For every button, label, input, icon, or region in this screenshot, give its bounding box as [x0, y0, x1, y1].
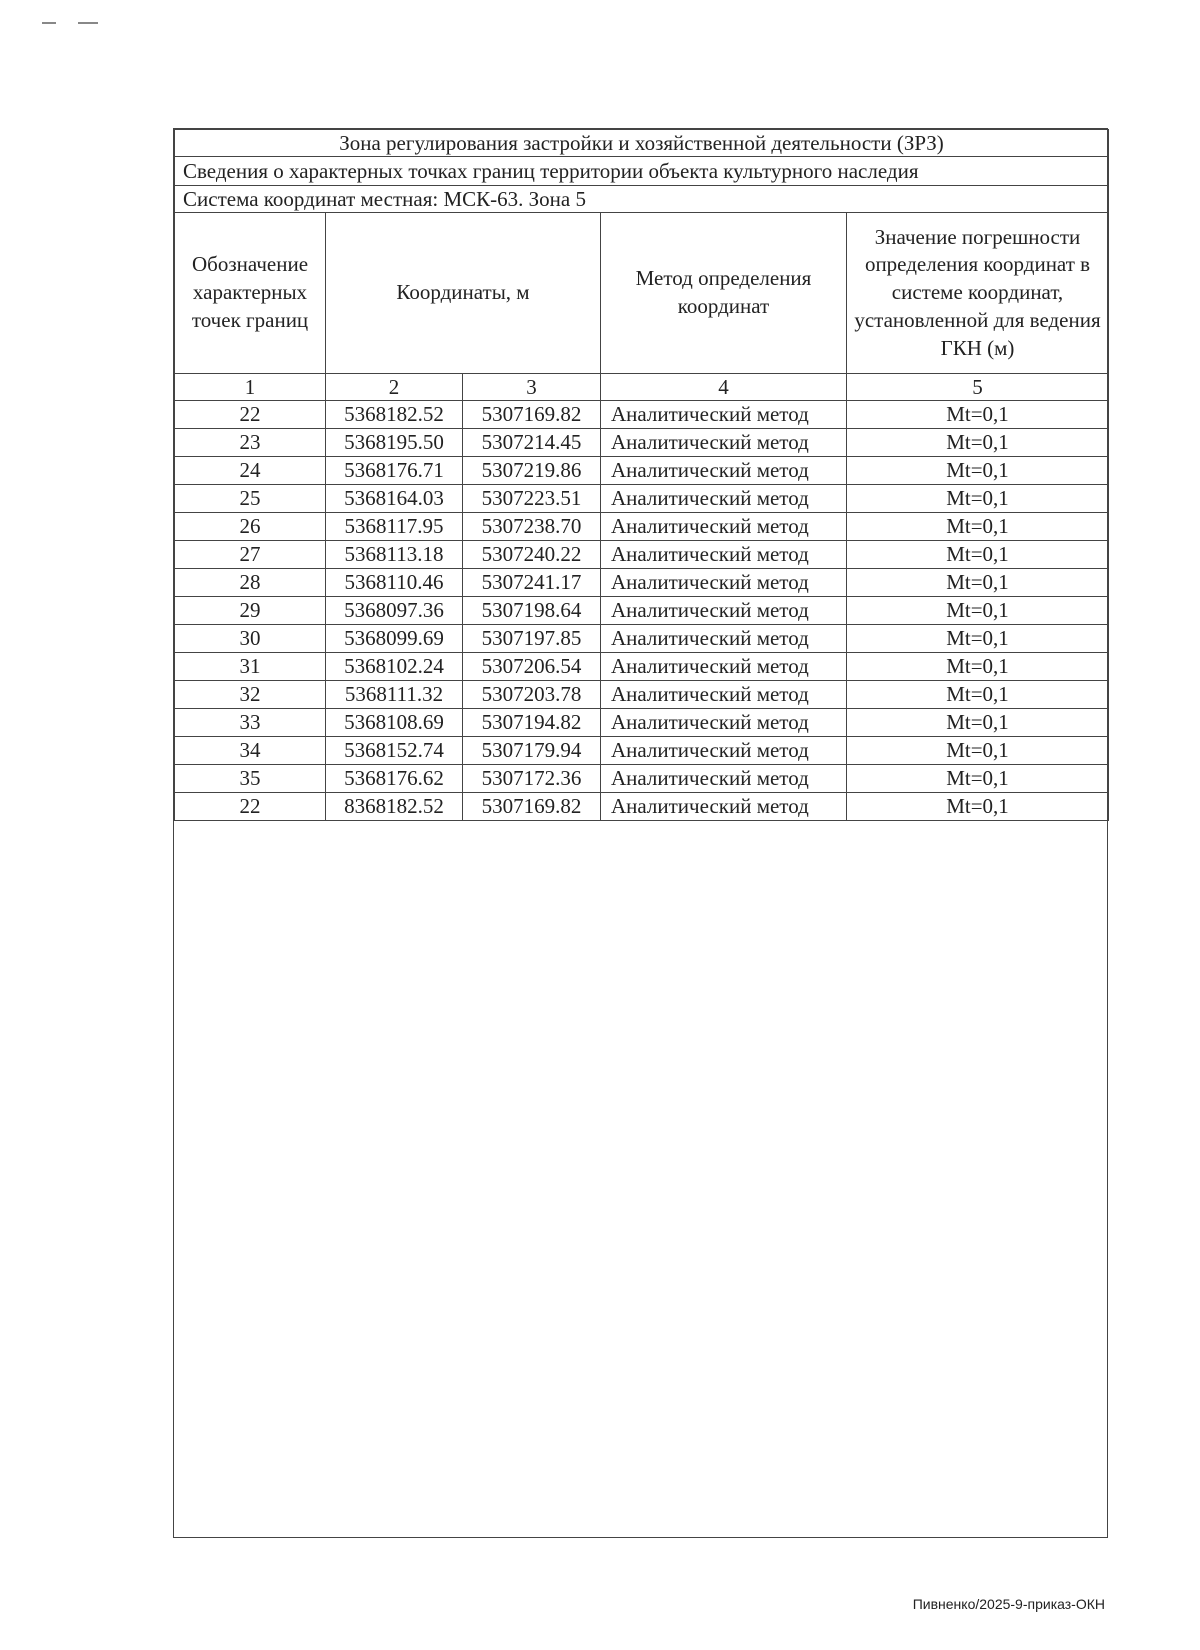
y-coordinate-cell: 5307240.22 [463, 541, 601, 569]
accuracy-cell: Mt=0,1 [847, 513, 1109, 541]
x-coordinate-cell: 5368176.62 [326, 765, 463, 793]
header-coordinates: Координаты, м [326, 213, 601, 374]
x-coordinate-cell: 8368182.52 [326, 793, 463, 821]
x-coordinate-cell: 5368102.24 [326, 653, 463, 681]
scan-mark-right [78, 22, 98, 24]
point-cell: 34 [175, 737, 326, 765]
point-cell: 24 [175, 457, 326, 485]
table-row [175, 429, 1109, 457]
table-row [175, 709, 1109, 737]
point-cell: 26 [175, 513, 326, 541]
method-cell: Аналитический метод [601, 429, 847, 457]
table-row [175, 569, 1109, 597]
table-row [175, 765, 1109, 793]
point-cell: 25 [175, 485, 326, 513]
column-number: 4 [601, 374, 847, 401]
y-coordinate-cell: 5307198.64 [463, 597, 601, 625]
method-cell: Аналитический метод [601, 401, 847, 429]
accuracy-cell: Mt=0,1 [847, 765, 1109, 793]
point-cell: 27 [175, 541, 326, 569]
y-coordinate-cell: 5307219.86 [463, 457, 601, 485]
method-cell: Аналитический метод [601, 653, 847, 681]
y-coordinate-cell: 5307203.78 [463, 681, 601, 709]
accuracy-cell: Mt=0,1 [847, 597, 1109, 625]
method-cell: Аналитический метод [601, 793, 847, 821]
method-cell: Аналитический метод [601, 737, 847, 765]
table-title: Зона регулирования застройки и хозяйственной деятельности (ЗРЗ) [175, 130, 1109, 157]
y-coordinate-cell: 5307194.82 [463, 709, 601, 737]
x-coordinate-cell: 5368099.69 [326, 625, 463, 653]
x-coordinate-cell: 5368152.74 [326, 737, 463, 765]
method-cell: Аналитический метод [601, 457, 847, 485]
y-coordinate-cell: 5307214.45 [463, 429, 601, 457]
column-number: 3 [463, 374, 601, 401]
table-row [175, 597, 1109, 625]
accuracy-cell: Mt=0,1 [847, 681, 1109, 709]
coordinate-system: Система координат местная: МСК-63. Зона 5 [175, 186, 1109, 213]
x-coordinate-cell: 5368176.71 [326, 457, 463, 485]
method-cell: Аналитический метод [601, 625, 847, 653]
table-row [175, 737, 1109, 765]
y-coordinate-cell: 5307197.85 [463, 625, 601, 653]
table-subtitle: Сведения о характерных точках границ территории объекта культурного наследия [175, 157, 1109, 186]
y-coordinate-cell: 5307223.51 [463, 485, 601, 513]
table-row [175, 457, 1109, 485]
accuracy-cell: Mt=0,1 [847, 653, 1109, 681]
method-cell: Аналитический метод [601, 709, 847, 737]
header-accuracy: Значение погрешности определения координат в системе координат, установленной для ведения ГКН (м) [847, 213, 1109, 374]
table-row [175, 653, 1109, 681]
accuracy-cell: Mt=0,1 [847, 709, 1109, 737]
y-coordinate-cell: 5307179.94 [463, 737, 601, 765]
y-coordinate-cell: 5307238.70 [463, 513, 601, 541]
point-cell: 30 [175, 625, 326, 653]
point-cell: 23 [175, 429, 326, 457]
x-coordinate-cell: 5368164.03 [326, 485, 463, 513]
method-cell: Аналитический метод [601, 569, 847, 597]
accuracy-cell: Mt=0,1 [847, 793, 1109, 821]
point-cell: 31 [175, 653, 326, 681]
accuracy-cell: Mt=0,1 [847, 625, 1109, 653]
method-cell: Аналитический метод [601, 513, 847, 541]
x-coordinate-cell: 5368111.32 [326, 681, 463, 709]
accuracy-cell: Mt=0,1 [847, 429, 1109, 457]
method-cell: Аналитический метод [601, 597, 847, 625]
accuracy-cell: Mt=0,1 [847, 457, 1109, 485]
document-reference: Пивненко/2025-9-приказ-ОКН [912, 1596, 1105, 1612]
point-cell: 35 [175, 765, 326, 793]
accuracy-cell: Mt=0,1 [847, 569, 1109, 597]
table-row [175, 541, 1109, 569]
table-row [175, 485, 1109, 513]
x-coordinate-cell: 5368113.18 [326, 541, 463, 569]
table-row [175, 625, 1109, 653]
method-cell: Аналитический метод [601, 541, 847, 569]
point-cell: 32 [175, 681, 326, 709]
y-coordinate-cell: 5307241.17 [463, 569, 601, 597]
scan-mark-left [42, 22, 56, 24]
table-row [175, 401, 1109, 429]
column-number: 1 [175, 374, 326, 401]
accuracy-cell: Mt=0,1 [847, 401, 1109, 429]
point-cell: 28 [175, 569, 326, 597]
header-method: Метод определения координат [601, 213, 847, 374]
method-cell: Аналитический метод [601, 765, 847, 793]
y-coordinate-cell: 5307169.82 [463, 401, 601, 429]
coordinates-table [174, 129, 1109, 821]
table-row [175, 681, 1109, 709]
table-row [175, 793, 1109, 821]
x-coordinate-cell: 5368110.46 [326, 569, 463, 597]
method-cell: Аналитический метод [601, 681, 847, 709]
column-number: 2 [326, 374, 463, 401]
y-coordinate-cell: 5307206.54 [463, 653, 601, 681]
point-cell: 29 [175, 597, 326, 625]
accuracy-cell: Mt=0,1 [847, 485, 1109, 513]
x-coordinate-cell: 5368117.95 [326, 513, 463, 541]
x-coordinate-cell: 5368097.36 [326, 597, 463, 625]
x-coordinate-cell: 5368195.50 [326, 429, 463, 457]
method-cell: Аналитический метод [601, 485, 847, 513]
x-coordinate-cell: 5368182.52 [326, 401, 463, 429]
y-coordinate-cell: 5307172.36 [463, 765, 601, 793]
table-row [175, 513, 1109, 541]
column-number: 5 [847, 374, 1109, 401]
header-point: Обозначение характерных точек границ [175, 213, 326, 374]
point-cell: 22 [175, 401, 326, 429]
accuracy-cell: Mt=0,1 [847, 737, 1109, 765]
x-coordinate-cell: 5368108.69 [326, 709, 463, 737]
accuracy-cell: Mt=0,1 [847, 541, 1109, 569]
point-cell: 33 [175, 709, 326, 737]
point-cell: 22 [175, 793, 326, 821]
y-coordinate-cell: 5307169.82 [463, 793, 601, 821]
